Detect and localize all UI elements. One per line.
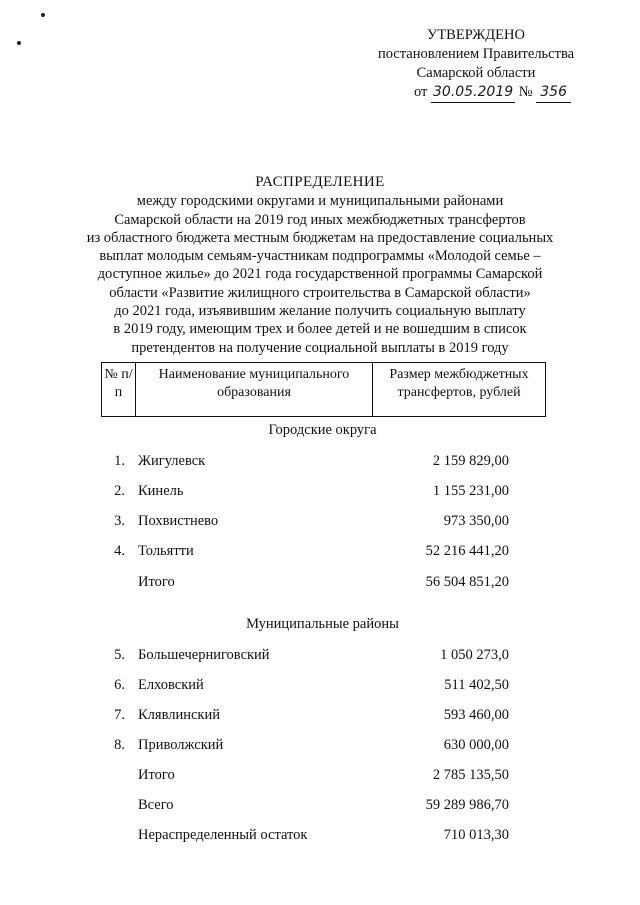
subtotal-row: Итого 2 785 135,50 [138, 767, 509, 783]
table-row: 8. Приволжский 630 000,00 [114, 737, 509, 753]
header-amount-col: Размер межбюджетных трансфертов, рублей [389, 367, 529, 400]
table-row: 5. Большечерниговский 1 050 273,0 [114, 647, 509, 663]
title-line: претендентов на получение социальной выплаты в 2019 году [131, 339, 509, 356]
scan-speck [17, 41, 21, 45]
document-heading: РАСПРЕДЕЛЕНИЕ [255, 174, 385, 190]
table-row: 2. Кинель 1 155 231,00 [114, 483, 509, 499]
handwritten-number: 356 [536, 83, 571, 103]
title-line: выплат молодым семьям-участникам подпрограммы «Молодой семье – [99, 248, 541, 265]
remainder-row: Нераспределенный остаток 710 013,30 [138, 827, 509, 843]
table-row: 6. Елховский 511 402,50 [114, 677, 509, 693]
section-title-city-districts: Городские округа [268, 422, 377, 438]
scan-speck [41, 13, 45, 17]
table-row: 3. Похвистнево 973 350,00 [114, 513, 509, 529]
title-line: между городскими округами и муниципальными районами [136, 193, 504, 210]
subtotal-row: Итого 56 504 851,20 [138, 574, 509, 590]
table-row: 7. Клявлинский 593 460,00 [114, 707, 509, 723]
header-number-col: № п/п [102, 363, 136, 416]
approval-date-line: от 30.05.2019 № 356 [355, 83, 597, 103]
title-line: из областного бюджета местным бюджетам на предоставление социальных [86, 229, 554, 246]
document-title-block [60, 173, 580, 357]
title-line: области «Развитие жилищного строительства в Самарской области» [109, 284, 531, 301]
table-row: 1. Жигулевск 2 159 829,00 [114, 453, 509, 469]
title-line: в 2019 году, имеющим трех и более детей и не вошедшим в список [113, 321, 527, 338]
approval-title: УТВЕРЖДЕНО [427, 27, 525, 43]
title-line: Самарской области на 2019 год иных межбюджетных трансфертов [114, 211, 526, 228]
section-title-municipal-districts: Муниципальные районы [246, 616, 399, 632]
approval-line-2: постановлением Правительства [377, 46, 575, 62]
table-header [101, 362, 546, 417]
approval-stamp [355, 26, 597, 103]
handwritten-date: 30.05.2019 [431, 83, 515, 103]
title-line: до 2021 года, изъявившим желание получить социальную выплату [114, 303, 526, 320]
header-name-col: Наименование муниципального образования [136, 363, 373, 416]
table-row: 4. Тольятти 52 216 441,20 [114, 543, 509, 559]
grand-total-row: Всего 59 289 986,70 [138, 797, 509, 813]
title-line: доступное жилье» до 2021 года государственной программы Самарской [97, 266, 543, 283]
approval-line-3: Самарской области [416, 65, 536, 81]
